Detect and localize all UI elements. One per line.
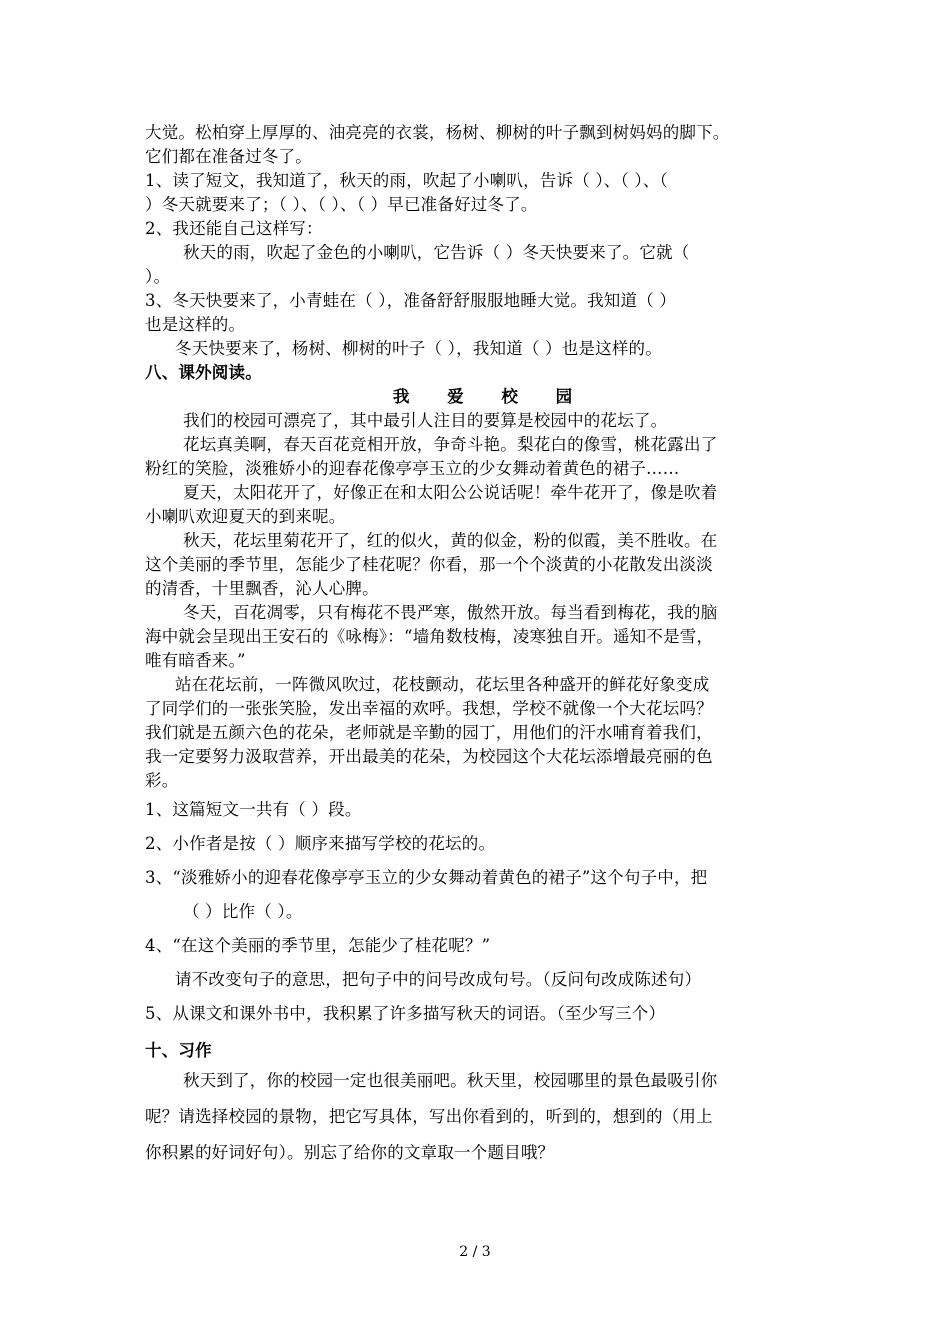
essay-line: 呢？请选择校园的景物，把它写具体，写出你看到的，听到的，想到的（用上 bbox=[145, 1107, 713, 1126]
passage-line: 站在花坛前，一阵微风吹过，花枝颤动，花坛里各种盛开的鲜花好象变成 bbox=[175, 675, 710, 694]
question-line: 2、我还能自己这样写： bbox=[145, 219, 323, 238]
essay-line: 你积累的好词好句）。别忘了给你的文章取一个题目哦？ bbox=[145, 1143, 555, 1162]
passage-line: 彩。 bbox=[145, 771, 179, 790]
passage-line: 唯有暗香来。” bbox=[145, 651, 246, 670]
question-line: 1、这篇短文一共有（ ）段。 bbox=[145, 800, 362, 819]
question-line: 也是这样的。 bbox=[145, 315, 246, 334]
section10-heading: 十、习作 bbox=[145, 1041, 212, 1060]
passage-line: 冬天，百花凋零，只有梅花不畏严寒，傲然开放。每当看到梅花，我的脑 bbox=[183, 603, 718, 622]
passage-line: 海中就会呈现出王安石的《咏梅》：“墙角数枝梅，凌寒独自开。遥知不是雪， bbox=[145, 627, 714, 646]
question-line: 5、从课文和课外书中，我积累了许多描写秋天的词语。（至少写三个） bbox=[145, 1004, 666, 1023]
passage-line: 这个美丽的季节里，怎能少了桂花呢？你看，那一个个淡黄的小花散发出淡淡 bbox=[145, 555, 713, 574]
passage-line: 秋天，花坛里菊花开了，红的似火，黄的似金，粉的似霞，美不胜收。在 bbox=[183, 531, 718, 550]
passage-line: 夏天，太阳花开了，好像正在和太阳公公说话呢！牵牛花开了，像是吹着 bbox=[183, 483, 718, 502]
question-line: 秋天的雨，吹起了金色的小喇叭，它告诉（ ）冬天快要来了。它就（ bbox=[183, 243, 690, 262]
question-line: ）。 bbox=[145, 267, 171, 286]
passage-line: 了同学们的一张张笑脸，发出幸福的欢呼。我想，学校不就像一个大花坛吗？ bbox=[145, 699, 713, 718]
document-page bbox=[145, 121, 820, 1171]
question-line: 2、小作者是按（ ）顺序来描写学校的花坛的。 bbox=[145, 834, 496, 853]
text-line: 大觉。松柏穿上厚厚的、油亮亮的衣裳，杨树、柳树的叶子飘到树妈妈的脚下。 bbox=[145, 123, 730, 142]
question-line: 3、冬天快要来了，小青蛙在（ ），准备舒舒服服地睡大觉。我知道（ ） bbox=[145, 291, 677, 310]
page-number: 2 / 3 bbox=[459, 1244, 491, 1260]
passage-line: 粉红的笑脸，淡雅娇小的迎春花像亭亭玉立的少女舞动着黄色的裙子…… bbox=[145, 459, 680, 478]
passage-title: 我 爱 校 园 bbox=[392, 387, 589, 406]
text-line: 它们都在准备过冬了。 bbox=[145, 147, 312, 166]
passage-line: 小喇叭欢迎夏天的到来呢。 bbox=[145, 507, 346, 526]
passage-line: 我们的校园可漂亮了，其中最引人注目的要算是校园中的花坛了。 bbox=[183, 411, 668, 430]
passage-line: 的清香，十里飘香，沁人心脾。 bbox=[145, 579, 379, 598]
essay-prompt bbox=[145, 1063, 820, 1171]
question-line: 4、“在这个美丽的季节里，怎能少了桂花呢？” bbox=[145, 936, 491, 955]
passage-body bbox=[145, 409, 820, 793]
essay-line: 秋天到了，你的校园一定也很美丽吧。秋天里，校园哪里的景色最吸引你 bbox=[183, 1071, 718, 1090]
question-line: （ ）比作（ ）。 bbox=[183, 902, 303, 921]
passage-line: 我们就是五颜六色的花朵，老师就是辛勤的园丁，用他们的汗水哺育着我们， bbox=[145, 723, 713, 742]
passage-line: 我一定要努力汲取营养，开出最美的花朵，为校园这个大花坛添增最亮丽的色 bbox=[145, 747, 713, 766]
reading1-questions bbox=[145, 169, 820, 361]
question-line: 3、“淡雅娇小的迎春花像亭亭玉立的少女舞动着黄色的裙子”这个句子中，把 bbox=[145, 868, 708, 887]
reading1-tail bbox=[145, 121, 820, 169]
section8-heading: 八、课外阅读。 bbox=[145, 363, 262, 382]
passage-line: 花坛真美啊，春天百花竞相开放，争奇斗艳。梨花白的像雪，桃花露出了 bbox=[183, 435, 718, 454]
question-line: ）冬天就要来了；（ ）、（ ）、（ ）早已准备好过冬了。 bbox=[145, 195, 538, 214]
question-line: 1、读了短文，我知道了，秋天的雨，吹起了小喇叭，告诉（ ）、（ ）、（ bbox=[145, 171, 668, 190]
question-line: 冬天快要来了，杨树、柳树的叶子（ ），我知道（ ）也是这样的。 bbox=[175, 339, 662, 358]
passage-questions bbox=[145, 793, 820, 1031]
question-line: 请不改变句子的意思，把句子中的问号改成句号。（反问句改成陈述句） bbox=[175, 970, 702, 989]
